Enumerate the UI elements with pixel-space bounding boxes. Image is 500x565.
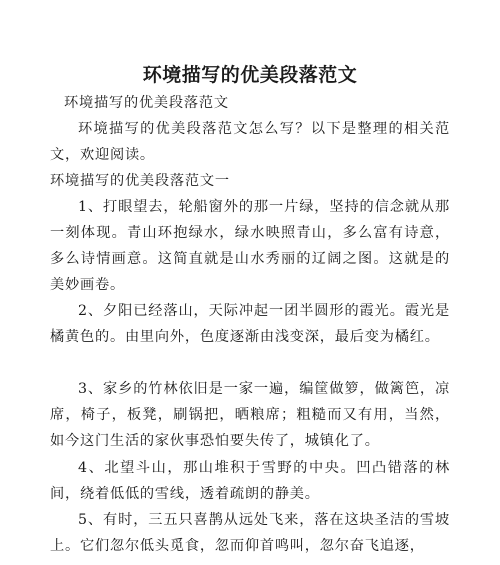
section-heading: 环境描写的优美段落范文一 xyxy=(50,173,230,189)
paragraph-5: 5、有时，三五只喜鹊从远处飞来，落在这块圣洁的雪坡上。它们忽尔低头觅食，忽而仰首鸣叫，忽尔奋飞追逐， xyxy=(50,512,450,554)
document-title: 环境描写的优美段落范文 xyxy=(142,64,358,86)
paragraph-1: 1、打眼望去，轮船窗外的那一片绿，坚持的信念就从那一刻体现。青山环抱绿水，绿水映照青山，多么富有诗意，多么诗情画意。这简直就是山水秀丽的辽阔之图。这就是的美妙画卷。 xyxy=(50,199,450,293)
intro-paragraph: 环境描写的优美段落范文怎么写？以下是整理的相关范文，欢迎阅读。 xyxy=(50,121,450,163)
document-subtitle: 环境描写的优美段落范文 xyxy=(64,95,229,111)
paragraph-2: 2、夕阳已经落山，天际冲起一团半圆形的霞光。霞光是橘黄色的。由里向外，色度逐渐由浅变深，最后变为橘红。 xyxy=(50,303,450,345)
paragraph-4: 4、北望斗山，那山堆积于雪野的中央。凹凸错落的林间，绕着低低的雪线，透着疏朗的静美。 xyxy=(50,460,450,502)
paragraph-3: 3、家乡的竹林依旧是一家一遍，编筐做箩，做篱笆，凉席，椅子，板凳，刷锅把，晒粮席；粗糙而又有用，当然，如今这门生活的家伙事恐怕要失传了，城镇化了。 xyxy=(50,381,450,449)
